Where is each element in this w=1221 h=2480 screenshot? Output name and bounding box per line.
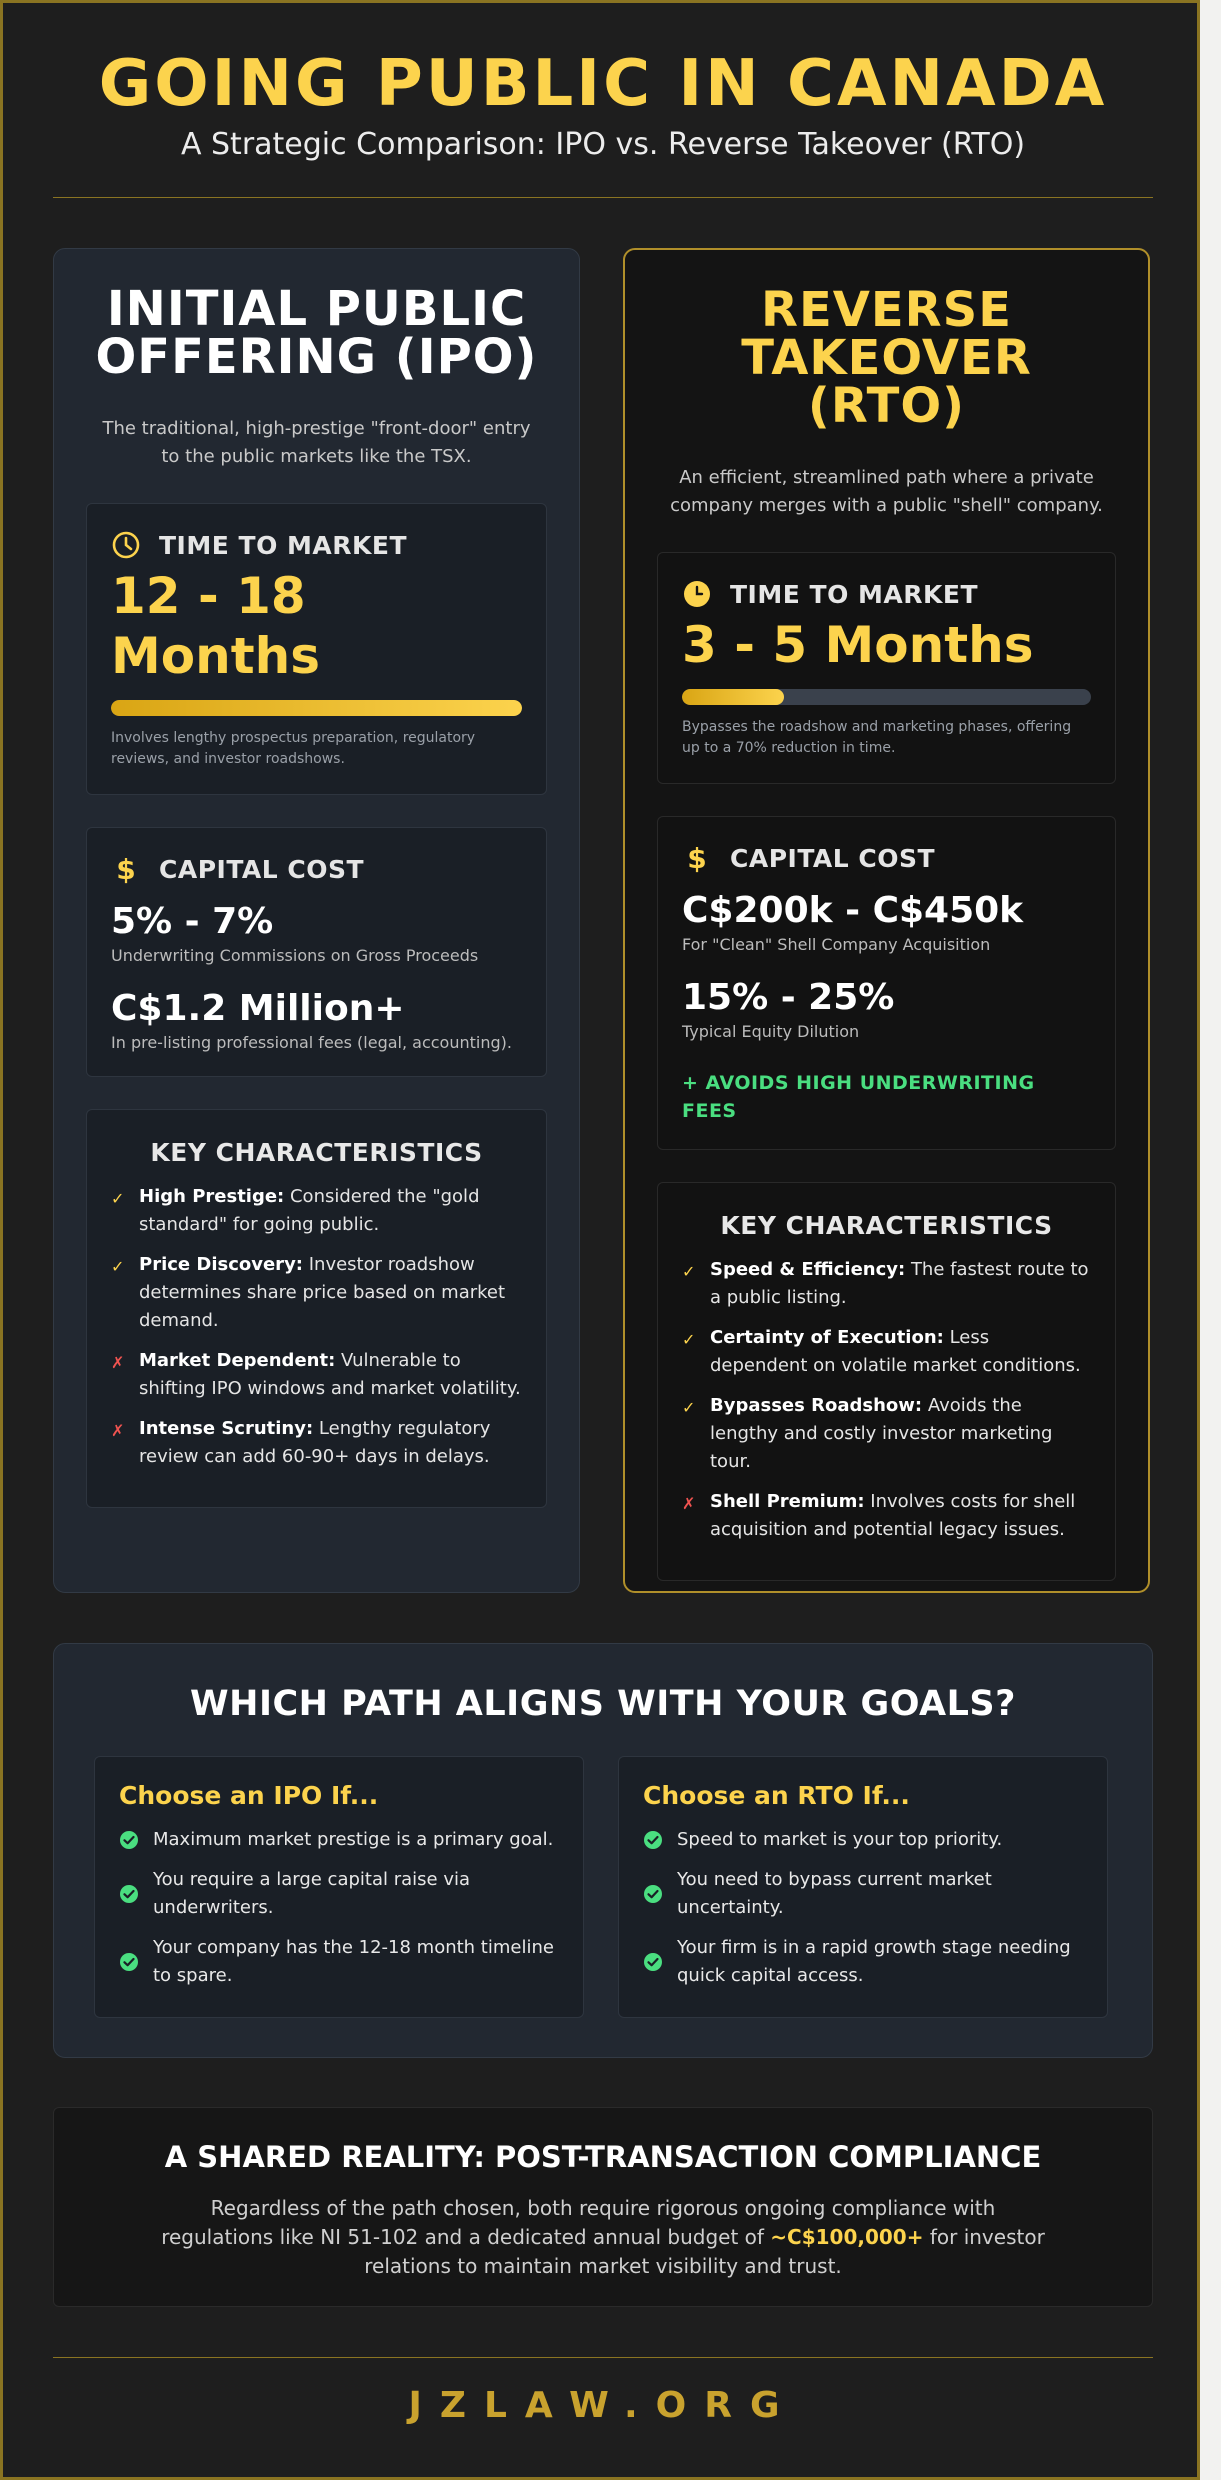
ipo-cost-card [86,827,547,1077]
ipo-column [53,248,580,1593]
check-circle-icon [643,1830,663,1850]
rto-cost-value-1: C$200k - C$450k [682,890,1024,931]
footer-divider [53,2357,1153,2358]
rto-time-card [657,552,1116,784]
characteristic-text: Price Discovery: Investor roadshow determines share price based on market demand. [139,1254,506,1331]
rto-cost-sub-1: For "Clean" Shell Company Acquisition [682,935,991,954]
choose-rto-title: Choose an RTO If... [643,1781,910,1810]
goal-text: Speed to market is your top priority. [677,1829,1003,1850]
cross-icon: ✗ [111,1353,125,1372]
ipo-time-bar-fill [111,700,522,716]
goal-text: Maximum market prestige is a primary goal. [153,1829,554,1850]
check-circle-icon [119,1884,139,1904]
cost-label: CAPITAL COST [730,843,936,873]
check-icon: ✓ [682,1330,696,1349]
rto-characteristics-card [657,1182,1116,1581]
ipo-time-bar [111,700,522,716]
shared-text-before: Regardless of the path chosen, both require rigorous ongoing compliance with regulations like NI 51-102 and a dedicated annual budget of [161,2196,996,2249]
check-circle-icon [119,1830,139,1850]
goal-item [643,1866,1083,1922]
check-circle-icon [643,1952,663,1972]
ipo-time-card [86,503,547,795]
goal-text: Your firm is in a rapid growth stage needing quick capital access. [677,1937,1071,1986]
dollar-icon: $ [116,852,136,886]
choose-ipo-title: Choose an IPO If... [119,1781,379,1810]
goals-title: WHICH PATH ALIGNS WITH YOUR GOALS? [190,1684,1016,1724]
shared-text-after: for investor relations to maintain market visibility and trust. [364,2225,1045,2278]
choose-ipo-card [94,1756,584,2018]
goal-text: You require a large capital raise via underwriters. [153,1869,471,1918]
ipo-description: The traditional, high-prestige "front-door" entry to the public markets like the TSX. [102,418,531,467]
clock-icon [682,579,712,609]
header-divider [53,197,1153,198]
characteristic-text: Bypasses Roadshow: Avoids the lengthy and costly investor marketing tour. [710,1395,1053,1472]
characteristics-title: KEY CHARACTERISTICS [720,1211,1053,1240]
ipo-time-value: 12 - 18 Months [111,567,320,685]
clock-icon [111,530,141,560]
rto-column [623,248,1150,1593]
rto-title [657,282,1116,434]
check-icon: ✓ [682,1262,696,1281]
cost-label: CAPITAL COST [159,854,365,884]
ipo-title-line: OFFERING (IPO) [95,329,538,385]
characteristic-item [111,1251,522,1335]
ipo-title-line: INITIAL PUBLIC [106,281,527,337]
characteristic-text: Intense Scrutiny: Lengthy regulatory review can add 60-90+ days in delays. [139,1418,491,1467]
characteristic-item [682,1256,1091,1312]
characteristic-item [111,1347,522,1403]
characteristic-text: Market Dependent: Vulnerable to shifting IPO windows and market volatility. [139,1350,521,1399]
shared-reality-section [53,2107,1153,2307]
goals-section [53,1643,1153,2058]
ipo-cost-value-2: C$1.2 Million+ [111,988,405,1029]
rto-avoid-fees-note: + AVOIDS HIGH UNDERWRITING FEES [682,1072,1035,1122]
rto-time-note: Bypasses the roadshow and marketing phases, offering up to a 70% reduction in time. [682,719,1072,756]
goal-item [643,1826,1083,1854]
goal-text: Your company has the 12-18 month timeline to spare. [153,1937,554,1986]
check-circle-icon [643,1884,663,1904]
time-label: TIME TO MARKET [159,530,408,560]
ipo-cost-value-1: 5% - 7% [111,901,274,942]
ipo-time-note: Involves lengthy prospectus preparation, regulatory reviews, and investor roadshows. [111,730,476,767]
cross-icon: ✗ [682,1494,696,1513]
choose-rto-card [618,1756,1108,2018]
choose-rto-list [643,1826,1083,1990]
characteristics-title: KEY CHARACTERISTICS [150,1138,483,1167]
goal-item [119,1866,559,1922]
page-title: GOING PUBLIC IN CANADA [98,47,1108,121]
characteristic-item [111,1183,522,1239]
rto-title-line: (RTO) [807,378,966,434]
ipo-cost-sub-1: Underwriting Commissions on Gross Proceeds [111,946,479,965]
header [53,43,1153,162]
characteristic-text: Speed & Efficiency: The fastest route to a public listing. [710,1259,1089,1308]
ipo-characteristics-card [86,1109,547,1508]
characteristic-item [682,1324,1091,1380]
rto-time-value: 3 - 5 Months [682,616,1034,674]
rto-title-line: REVERSE [760,282,1012,338]
ipo-cost-sub-2: In pre-listing professional fees (legal, accounting). [111,1033,512,1052]
rto-title-line: TAKEOVER [741,330,1032,386]
page-subtitle: A Strategic Comparison: IPO vs. Reverse Takeover (RTO) [180,127,1026,162]
shared-budget-highlight: ~C$100,000+ [770,2225,924,2249]
characteristic-item [682,1392,1091,1476]
check-circle-icon [119,1952,139,1972]
check-icon: ✓ [111,1189,125,1208]
goal-item [119,1934,559,1990]
characteristic-text: Shell Premium: Involves costs for shell acquisition and potential legacy issues. [710,1491,1076,1540]
rto-cost-value-2: 15% - 25% [682,977,895,1018]
goal-item [119,1826,559,1854]
cross-icon: ✗ [111,1421,125,1440]
rto-time-bar [682,689,1091,705]
ipo-characteristics-list [111,1183,522,1471]
shared-text [154,2194,1052,2281]
footer-brand: JZLAW.ORG [408,2385,798,2426]
characteristic-item [111,1415,522,1471]
choose-ipo-list [119,1826,559,1990]
rto-time-bar-fill [682,689,784,705]
rto-cost-card [657,816,1116,1150]
characteristic-text: High Prestige: Considered the "gold standard" for going public. [139,1186,480,1235]
dollar-icon: $ [687,841,707,875]
rto-cost-sub-2: Typical Equity Dilution [682,1022,860,1041]
shared-title: A SHARED REALITY: POST-TRANSACTION COMPLIANCE [164,2140,1042,2174]
characteristic-item [682,1488,1091,1544]
ipo-title [86,281,547,385]
characteristic-text: Certainty of Execution: Less dependent on volatile market conditions. [710,1327,1081,1376]
check-icon: ✓ [682,1398,696,1417]
goal-item [643,1934,1083,1990]
time-label: TIME TO MARKET [730,579,979,609]
rto-description: An efficient, streamlined path where a private company merges with a public "shell" company. [670,467,1103,516]
check-icon: ✓ [111,1257,125,1276]
rto-characteristics-list [682,1256,1091,1544]
goal-text: You need to bypass current market uncertainty. [677,1869,992,1918]
